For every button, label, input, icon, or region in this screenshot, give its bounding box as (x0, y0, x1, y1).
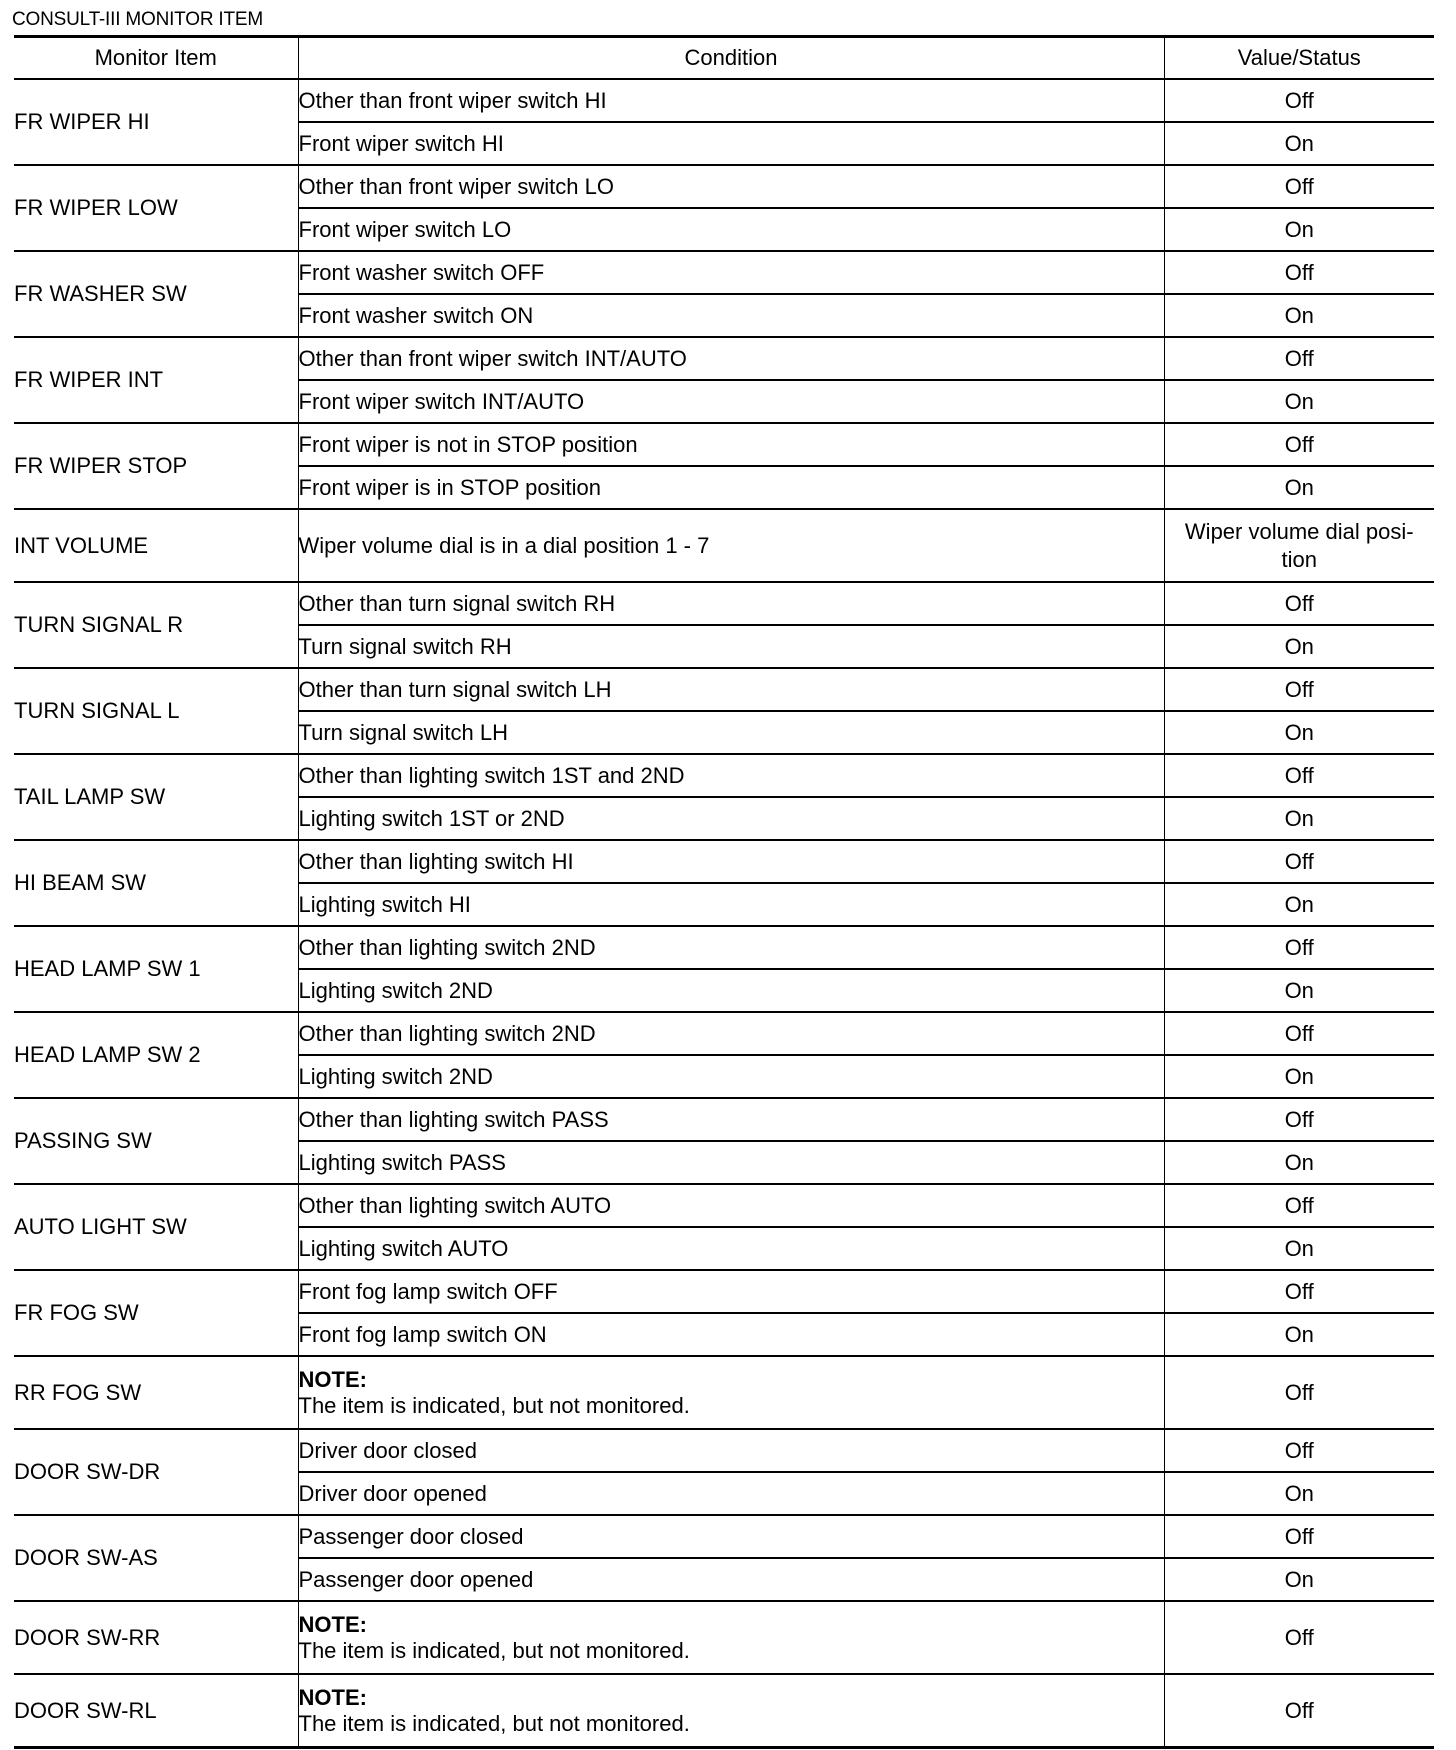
value-status-text: On (1284, 216, 1314, 242)
value-status-text: On (1284, 474, 1314, 500)
value-status-text: On (1284, 891, 1314, 917)
table-row (14, 423, 1434, 466)
value-status-cell (1164, 625, 1434, 668)
value-status-cell (1164, 1674, 1434, 1748)
value-status-cell (1164, 797, 1434, 840)
value-status-text: Off (1284, 1192, 1314, 1218)
table-row (14, 754, 1434, 797)
value-status-cell (1164, 668, 1434, 711)
table-row (14, 79, 1434, 122)
monitor-item-table (14, 35, 1434, 1749)
condition-cell: Other than front wiper switch INT/AUTO (298, 337, 1164, 380)
value-status-cell (1164, 754, 1434, 797)
note-text: The item is indicated, but not monitored. (298, 1710, 690, 1736)
condition-cell: Other than lighting switch 2ND (298, 1012, 1164, 1055)
value-status-text: On (1284, 1149, 1314, 1175)
monitor-item-cell: TURN SIGNAL L (14, 668, 298, 754)
condition-cell: Other than front wiper switch LO (298, 165, 1164, 208)
condition-cell: Passenger door closed (298, 1515, 1164, 1558)
monitor-item-cell: AUTO LIGHT SW (14, 1184, 298, 1270)
table-row (14, 165, 1434, 208)
value-status-text: On (1284, 1566, 1314, 1592)
value-status-cell (1164, 380, 1434, 423)
condition-cell: Passenger door opened (298, 1558, 1164, 1601)
note-text: The item is indicated, but not monitored. (298, 1637, 690, 1663)
note-label: NOTE: (298, 1611, 367, 1637)
value-status-cell (1164, 165, 1434, 208)
value-status-cell (1164, 1184, 1434, 1227)
monitor-item-cell: FR WIPER HI (14, 79, 298, 165)
value-status-text: Off (1284, 259, 1314, 285)
value-status-cell (1164, 423, 1434, 466)
condition-cell: Other than lighting switch PASS (298, 1098, 1164, 1141)
value-status-cell (1164, 1055, 1434, 1098)
value-status-text: On (1284, 302, 1314, 328)
condition-cell: Other than lighting switch HI (298, 840, 1164, 883)
value-status-text: On (1284, 719, 1314, 745)
value-status-text: On (1284, 388, 1314, 414)
value-status-cell (1164, 337, 1434, 380)
condition-cell (298, 1674, 1164, 1748)
value-status-text: Off (1284, 431, 1314, 457)
value-status-cell (1164, 582, 1434, 625)
monitor-item-cell: PASSING SW (14, 1098, 298, 1184)
monitor-item-cell: FR FOG SW (14, 1270, 298, 1356)
monitor-item-cell: INT VOLUME (14, 509, 298, 582)
condition-cell: Lighting switch 2ND (298, 1055, 1164, 1098)
value-status-cell (1164, 1098, 1434, 1141)
monitor-item-cell: FR WIPER LOW (14, 165, 298, 251)
value-status-cell (1164, 969, 1434, 1012)
value-status-cell (1164, 1601, 1434, 1674)
condition-cell: Front wiper is in STOP position (298, 466, 1164, 509)
condition-cell: Lighting switch PASS (298, 1141, 1164, 1184)
value-status-text: Off (1284, 676, 1314, 702)
condition-cell: Lighting switch HI (298, 883, 1164, 926)
condition-cell: Turn signal switch LH (298, 711, 1164, 754)
note-label: NOTE: (298, 1684, 367, 1710)
condition-cell: Front wiper switch INT/AUTO (298, 380, 1164, 423)
value-status-text: On (1284, 1063, 1314, 1089)
condition-cell: Lighting switch AUTO (298, 1227, 1164, 1270)
table-row (14, 1356, 1434, 1429)
condition-cell: Front washer switch ON (298, 294, 1164, 337)
condition-cell: Driver door closed (298, 1429, 1164, 1472)
condition-cell: Front fog lamp switch OFF (298, 1270, 1164, 1313)
value-status-cell (1164, 466, 1434, 509)
value-status-text: Off (1284, 934, 1314, 960)
page-title: CONSULT-III MONITOR ITEM (12, 9, 264, 30)
value-status-text: Off (1284, 345, 1314, 371)
condition-cell (298, 1356, 1164, 1429)
monitor-item-cell: RR FOG SW (14, 1356, 298, 1429)
table-row (14, 1270, 1434, 1313)
value-status-text: Off (1284, 1278, 1314, 1304)
value-status-text: On (1284, 1480, 1314, 1506)
value-status-cell (1164, 294, 1434, 337)
monitor-item-cell: HI BEAM SW (14, 840, 298, 926)
value-status-cell (1164, 883, 1434, 926)
value-status-text: Off (1284, 87, 1314, 113)
monitor-item-cell: DOOR SW-DR (14, 1429, 298, 1515)
table-row (14, 1098, 1434, 1141)
monitor-item-cell: DOOR SW-RL (14, 1674, 298, 1748)
value-status-cell (1164, 711, 1434, 754)
value-status-cell (1164, 1356, 1434, 1429)
value-status-cell (1164, 1313, 1434, 1356)
value-status-text: Off (1284, 1106, 1314, 1132)
condition-cell: Driver door opened (298, 1472, 1164, 1515)
monitor-item-cell: TURN SIGNAL R (14, 582, 298, 668)
table-row (14, 337, 1434, 380)
header-condition: Condition (298, 37, 1164, 80)
condition-cell: Front wiper switch LO (298, 208, 1164, 251)
table-row (14, 1184, 1434, 1227)
value-status-cell (1164, 1270, 1434, 1313)
monitor-item-cell: TAIL LAMP SW (14, 754, 298, 840)
value-status-text: On (1284, 977, 1314, 1003)
table-row (14, 1515, 1434, 1558)
value-status-text: Off (1284, 1624, 1314, 1650)
value-status-cell (1164, 509, 1434, 582)
table-row (14, 926, 1434, 969)
condition-cell: Front wiper is not in STOP position (298, 423, 1164, 466)
value-status-text: Off (1284, 173, 1314, 199)
value-status-text: On (1284, 1235, 1314, 1261)
value-status-cell (1164, 1012, 1434, 1055)
condition-cell: Other than front wiper switch HI (298, 79, 1164, 122)
monitor-item-cell: FR WASHER SW (14, 251, 298, 337)
note-label: NOTE: (298, 1366, 367, 1392)
value-status-text: Off (1284, 1020, 1314, 1046)
monitor-item-cell: HEAD LAMP SW 1 (14, 926, 298, 1012)
table-row (14, 509, 1434, 582)
value-status-cell (1164, 1227, 1434, 1270)
value-status-text: On (1284, 633, 1314, 659)
value-status-cell (1164, 122, 1434, 165)
table-row (14, 582, 1434, 625)
value-status-text: Off (1284, 1523, 1314, 1549)
value-status-cell (1164, 251, 1434, 294)
value-status-cell (1164, 1558, 1434, 1601)
condition-cell: Front washer switch OFF (298, 251, 1164, 294)
condition-cell: Lighting switch 1ST or 2ND (298, 797, 1164, 840)
value-status-text: On (1284, 1321, 1314, 1347)
monitor-item-cell: HEAD LAMP SW 2 (14, 1012, 298, 1098)
monitor-item-cell: FR WIPER STOP (14, 423, 298, 509)
value-status-cell (1164, 208, 1434, 251)
value-status-cell (1164, 840, 1434, 883)
note-text: The item is indicated, but not monitored. (298, 1392, 690, 1418)
condition-cell (298, 1601, 1164, 1674)
condition-cell: Other than lighting switch 1ST and 2ND (298, 754, 1164, 797)
value-status-text: Off (1284, 762, 1314, 788)
table-row (14, 1601, 1434, 1674)
value-status-cell (1164, 1429, 1434, 1472)
value-status-cell (1164, 926, 1434, 969)
value-status-text: Off (1284, 1697, 1314, 1723)
table-row (14, 1674, 1434, 1748)
table-row (14, 1012, 1434, 1055)
table-row (14, 251, 1434, 294)
condition-cell: Turn signal switch RH (298, 625, 1164, 668)
value-status-text: Off (1284, 590, 1314, 616)
monitor-item-cell: DOOR SW-RR (14, 1601, 298, 1674)
table-row (14, 668, 1434, 711)
value-status-text: Off (1284, 1437, 1314, 1463)
value-status-cell (1164, 79, 1434, 122)
condition-cell: Other than lighting switch AUTO (298, 1184, 1164, 1227)
condition-cell: Lighting switch 2ND (298, 969, 1164, 1012)
value-status-text: Wiper volume dial posi-tion (1184, 518, 1414, 572)
header-value-status: Value/Status (1164, 37, 1434, 80)
monitor-item-cell: DOOR SW-AS (14, 1515, 298, 1601)
value-status-text: On (1284, 130, 1314, 156)
table-header-row (14, 37, 1434, 80)
header-monitor-item: Monitor Item (14, 37, 298, 80)
condition-cell: Other than turn signal switch LH (298, 668, 1164, 711)
table-row (14, 840, 1434, 883)
value-status-cell (1164, 1472, 1434, 1515)
condition-cell: Front wiper switch HI (298, 122, 1164, 165)
value-status-cell (1164, 1515, 1434, 1558)
table-body (14, 79, 1434, 1748)
condition-cell: Wiper volume dial is in a dial position 1 - 7 (298, 509, 1164, 582)
monitor-item-cell: FR WIPER INT (14, 337, 298, 423)
table-row (14, 1429, 1434, 1472)
value-status-text: Off (1284, 1379, 1314, 1405)
condition-cell: Front fog lamp switch ON (298, 1313, 1164, 1356)
value-status-text: On (1284, 805, 1314, 831)
condition-cell: Other than turn signal switch RH (298, 582, 1164, 625)
value-status-cell (1164, 1141, 1434, 1184)
value-status-text: Off (1284, 848, 1314, 874)
condition-cell: Other than lighting switch 2ND (298, 926, 1164, 969)
